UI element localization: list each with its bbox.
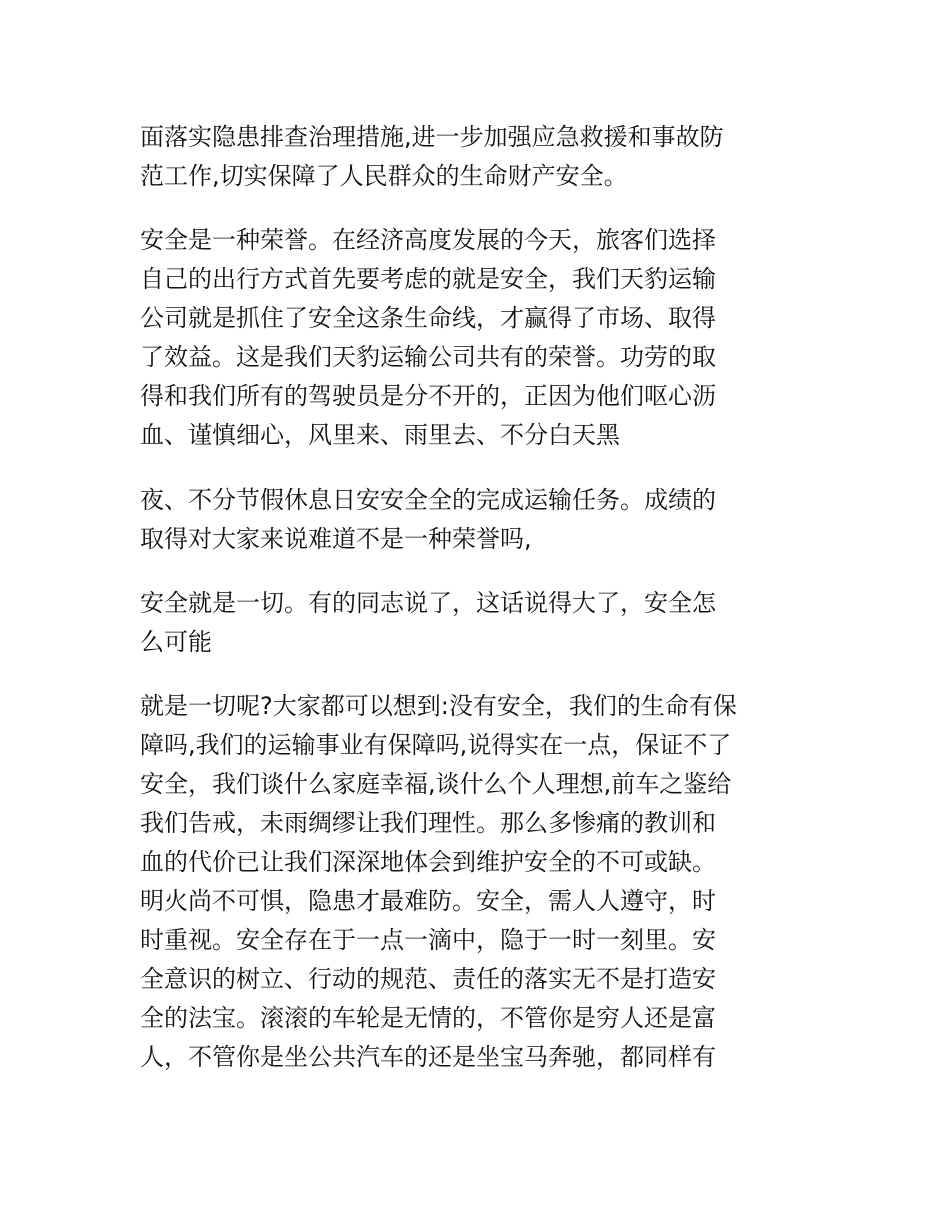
text-line: 明火尚不可惧，隐患才最难防。安全，需人人遵守，时 bbox=[140, 887, 716, 915]
paragraph-4 bbox=[140, 584, 830, 662]
text-line: 血的代价已让我们深深地体会到维护安全的不可或缺。 bbox=[140, 848, 716, 876]
paragraph-2 bbox=[140, 221, 830, 455]
text-line: 全意识的树立、行动的规范、责任的落实无不是打造安 bbox=[140, 965, 716, 993]
text-line: 自己的出行方式首先要考虑的就是安全，我们天豹运输 bbox=[140, 265, 716, 293]
text-line: 人，不管你是坐公共汽车的还是坐宝马奔驰，都同样有 bbox=[140, 1043, 716, 1071]
text-line: 障吗,我们的运输事业有保障吗,说得实在一点，保证不了 bbox=[140, 731, 732, 759]
text-line: 了效益。这是我们天豹运输公司共有的荣誉。功劳的取 bbox=[140, 343, 716, 371]
text-line: 公司就是抓住了安全这条生命线，才赢得了市场、取得 bbox=[140, 304, 716, 332]
text-line: 安全就是一切。有的同志说了，这话说得大了，安全怎 bbox=[140, 589, 716, 617]
text-line: 么可能 bbox=[140, 628, 212, 656]
text-line: 得和我们所有的驾驶员是分不开的，正因为他们呕心沥 bbox=[140, 382, 716, 410]
text-line: 全的法宝。滚滚的车轮是无情的，不管你是穷人还是富 bbox=[140, 1004, 716, 1032]
text-line: 安全，我们谈什么家庭幸福,谈什么个人理想,前车之鉴给 bbox=[140, 770, 732, 798]
text-line: 血、谨慎细心，风里来、雨里去、不分白天黑 bbox=[140, 421, 620, 449]
text-line: 面落实隐患排查治理措施,进一步加强应急救援和事故防 bbox=[140, 123, 724, 151]
text-line: 安全是一种荣誉。在经济高度发展的今天，旅客们选择 bbox=[140, 226, 716, 254]
text-line: 我们告戒，未雨绸缪让我们理性。那么多惨痛的教训和 bbox=[140, 809, 716, 837]
paragraph-1 bbox=[140, 118, 830, 196]
paragraph-3 bbox=[140, 481, 830, 559]
paragraph-5 bbox=[140, 687, 830, 1077]
text-line: 范工作,切实保障了人民群众的生命财产安全。 bbox=[140, 162, 628, 190]
text-line: 就是一切呢?大家都可以想到:没有安全，我们的生命有保 bbox=[140, 692, 737, 720]
text-line: 取得对大家来说难道不是一种荣誉吗, bbox=[140, 525, 532, 553]
text-line: 夜、不分节假休息日安安全全的完成运输任务。成绩的 bbox=[140, 486, 716, 514]
text-line: 时重视。安全存在于一点一滴中，隐于一时一刻里。安 bbox=[140, 926, 716, 954]
